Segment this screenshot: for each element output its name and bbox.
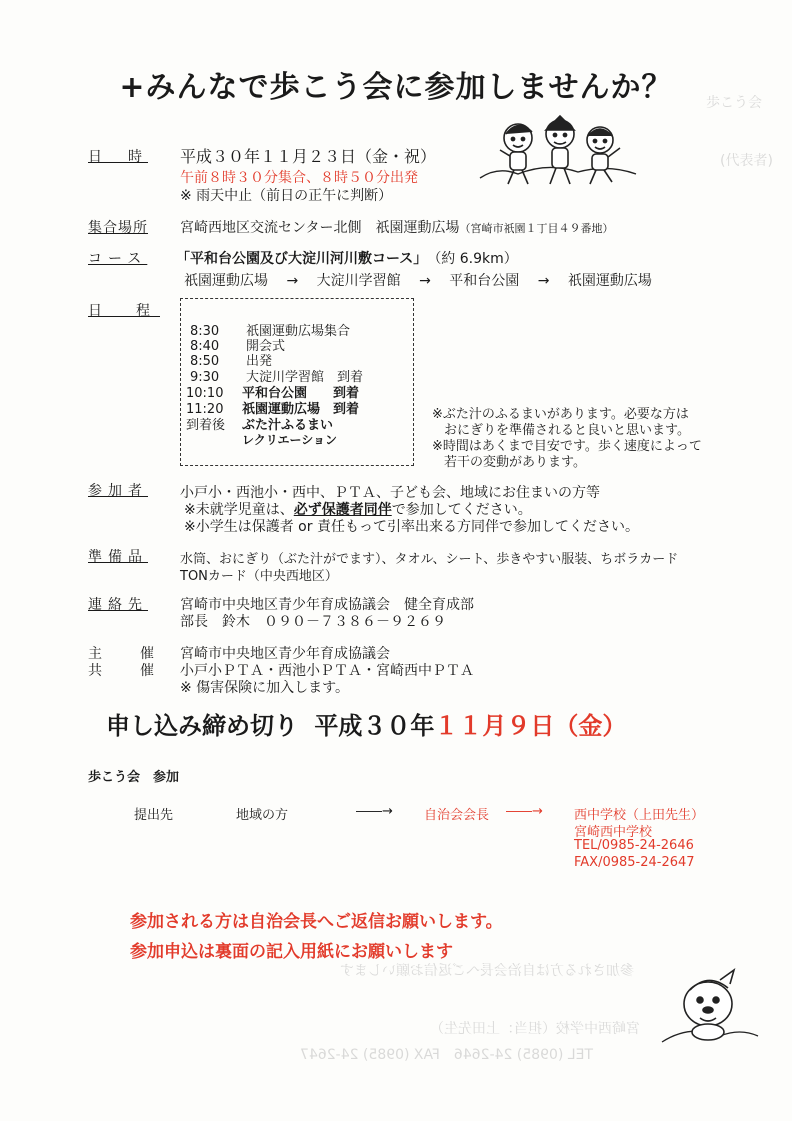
deadline <box>106 706 626 741</box>
route-stop-2: 大淀川学習館 <box>316 273 401 289</box>
schedule-row: レクリエーション <box>242 433 338 447</box>
course-distance: （約 6.9km） <box>434 251 518 267</box>
course-route <box>184 270 652 290</box>
show-through-text-4: 宮崎西中学校（担当：上田先生） <box>430 1021 640 1037</box>
submission-heading: 歩こう会 参加 <box>88 770 180 785</box>
walking-children-illustration <box>478 112 638 192</box>
schedule-note-4: 若干の変動があります。 <box>444 455 586 470</box>
participants-value: 小戸小・西池小・西中、ＰＴＡ、子ども会、地域にお住まいの方等 <box>180 485 600 501</box>
submission-fax: FAX/0985-24-2647 <box>574 855 695 870</box>
gather-time: 午前８時３０分集合、８時５０分出発 <box>180 170 418 186</box>
contact-label: 連絡先 <box>88 597 148 613</box>
submission-tel: TEL/0985-24-2646 <box>574 838 694 853</box>
place-label: 集合場所 <box>88 220 148 236</box>
items-line-2: TONカード（中央西地区） <box>180 569 338 584</box>
submission-arrow-1: ――→ <box>356 804 393 819</box>
date-value: 平成３０年１１月２３日（金・祝） <box>180 147 437 166</box>
items-line-1: 水筒、おにぎり（ぶた汁がでます）、タオル、シート、歩きやすい服装、ちボラカード <box>180 552 679 567</box>
schedule-note-2: おにぎりを準備されると良いと思います。 <box>444 423 690 438</box>
deadline-date: １１月９日（金） <box>434 712 627 740</box>
route-arrow-2: → <box>419 273 431 289</box>
schedule-row: 11:20 祇園運動広場 到着 <box>186 402 360 417</box>
cohost-label: 共 催 <box>88 663 166 679</box>
place-address: （宮崎市祇園１丁目４９番地） <box>459 222 614 235</box>
place-name: 宮崎西地区交流センター北側 祇園運動広場 <box>180 220 460 236</box>
cohost-value: 小戸小ＰＴＡ・西池小ＰＴＡ・宮崎西中ＰＴＡ <box>180 663 474 679</box>
insurance-note: ※ 傷害保険に加入します。 <box>180 680 350 696</box>
schedule-label: 日 程 <box>88 303 160 319</box>
date-label: 日 時 <box>88 149 148 165</box>
deadline-label: 申し込み締め切り <box>106 712 298 740</box>
schedule-row: 9:30 大淀川学習館 到着 <box>190 370 364 385</box>
schedule-note-3: ※時間はあくまで目安です。歩く速度によって <box>432 439 702 454</box>
submission-from: 地域の方 <box>236 808 289 823</box>
mascot-illustration <box>660 966 760 1056</box>
route-stop-3: 平和台公園 <box>449 273 520 289</box>
route-stop-4: 祇園運動広場 <box>567 273 652 289</box>
schedule-row: 8:40 開会式 <box>190 339 286 354</box>
route-arrow-3: → <box>537 273 550 289</box>
host-label: 主 催 <box>88 646 166 662</box>
show-through-text-5: TEL (0985) 24-2646 FAX (0985) 24-2647 <box>300 1047 594 1063</box>
show-through-text-3: 参加される方は自治会長へご返信お願いします <box>340 963 634 979</box>
schedule-row: 8:50 出発 <box>190 354 273 369</box>
deadline-year: 平成３０年 <box>314 712 435 740</box>
route-arrow-1: → <box>286 273 299 289</box>
notice-line-1: 参加される方は自治会長へご返信お願いします。 <box>130 912 503 932</box>
contact-org: 宮崎市中央地区青少年育成協議会 健全育成部 <box>180 597 474 613</box>
place-value <box>180 217 613 237</box>
contact-person: 部長 鈴木 ０９０－７３８６－９２６９ <box>180 614 446 630</box>
show-through-text-1: 歩こう会 <box>706 95 762 111</box>
course-name: 「平和台公園及び大淀川河川敷コース」 <box>176 251 421 267</box>
rain-note: ※ 雨天中止（前日の正午に判断） <box>180 188 393 204</box>
course-label: コース <box>88 251 148 267</box>
submission-dest-1: 西中学校（上田先生） <box>574 808 705 823</box>
notice-line-2: 参加申込は裏面の記入用紙にお願いします <box>130 942 453 962</box>
submission-arrow-2: ――→ <box>506 804 543 819</box>
participants-note-preschool: ※未就学児童は、必ず保護者同伴で参加してください。 <box>184 502 532 518</box>
submission-dest-2: 宮崎西中学校 <box>574 825 653 840</box>
host-value: 宮崎市中央地区青少年育成協議会 <box>180 646 390 662</box>
schedule-row: 10:10 平和台公園 到着 <box>186 386 360 401</box>
course-name-line <box>176 248 518 268</box>
schedule-note-1: ※ぶた汁のふるまいがあります。必要な方は <box>432 407 689 422</box>
show-through-text-2: (代表者) <box>720 153 773 169</box>
route-stop-1: 祇園運動広場 <box>184 273 268 289</box>
participants-label: 参加者 <box>88 483 148 499</box>
submission-to-label: 提出先 <box>134 808 174 823</box>
submission-via: 自治会会長 <box>424 808 490 823</box>
items-label: 準備品 <box>88 549 148 565</box>
schedule-row: 到着後 ぶた汁ふるまい <box>186 418 334 433</box>
schedule-row: 8:30 祇園運動広場集合 <box>190 324 351 339</box>
page-title: +みんなで歩こう会に参加しませんか？ <box>119 70 673 105</box>
participants-note-elementary: ※小学生は保護者 or 責任もって引率出来る方同伴で参加してください。 <box>184 519 639 535</box>
